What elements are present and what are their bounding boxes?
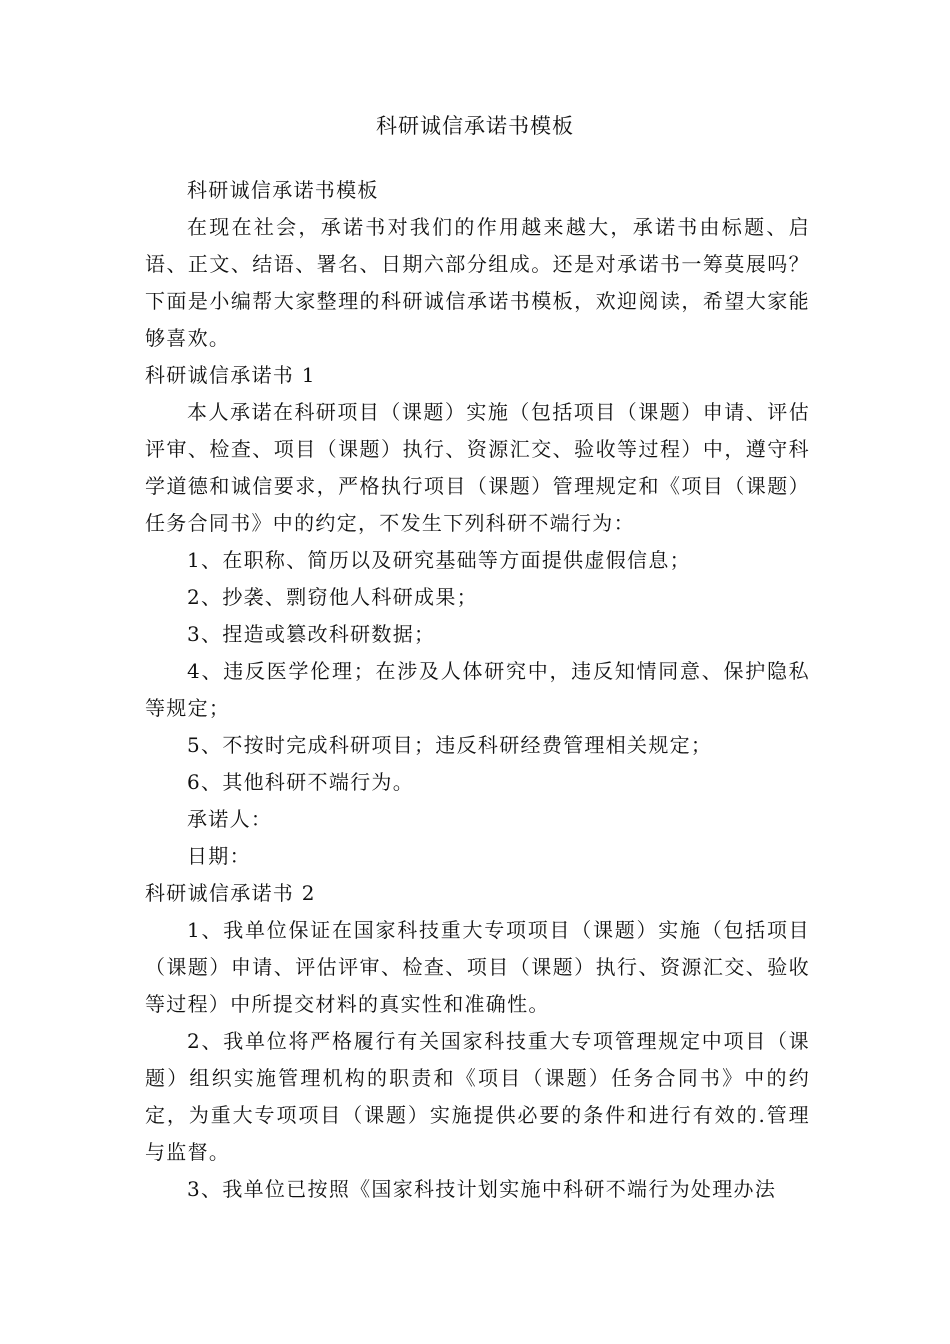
paragraph: 本人承诺在科研项目（课题）实施（包括项目（课题）申请、评估评审、检查、项目（课题）执行、资源汇交、验收等过程）中，遵守科学道德和诚信要求，严格执行项目（课题）管理规定和《项目（课题）任务合同书》中的约定，不发生下列科研不端行为： — [145, 400, 810, 535]
document-title: 科研诚信承诺书模板 — [376, 114, 574, 138]
list-item: 3、捏造或篡改科研数据； — [187, 622, 436, 646]
date-line: 日期： — [187, 844, 251, 868]
list-item: 4、违反医学伦理；在涉及人体研究中，违反知情同意、保护隐私等规定； — [145, 659, 810, 720]
signature-line: 承诺人： — [187, 807, 273, 831]
list-item: 5、不按时完成科研项目；违反科研经费管理相关规定； — [187, 733, 713, 757]
list-item: 1、我单位保证在国家科技重大专项项目（课题）实施（包括项目（课题）申请、评估评审、检查、项目（课题）执行、资源汇交、验收等过程）中所提交材料的真实性和准确性。 — [145, 918, 810, 1016]
paragraph: 科研诚信承诺书模板 — [187, 178, 379, 202]
list-item: 1、在职称、简历以及研究基础等方面提供虚假信息； — [187, 548, 691, 572]
list-item: 6、其他科研不端行为。 — [187, 770, 415, 794]
list-item: 3、我单位已按照《国家科技计划实施中科研不端行为处理办法 — [187, 1177, 777, 1201]
document-body — [145, 172, 810, 1208]
paragraph: 在现在社会，承诺书对我们的作用越来越大，承诺书由标题、启语、正文、结语、署名、日期六部分组成。还是对承诺书一筹莫展吗？下面是小编帮大家整理的科研诚信承诺书模板，欢迎阅读，希望大家能够喜欢。 — [145, 215, 810, 350]
section-heading: 科研诚信承诺书 1 — [145, 363, 316, 387]
section-heading: 科研诚信承诺书 2 — [145, 881, 316, 905]
list-item: 2、抄袭、剽窃他人科研成果； — [187, 585, 478, 609]
list-item: 2、我单位将严格履行有关国家科技重大专项管理规定中项目（课题）组织实施管理机构的职责和《项目（课题）任务合同书》中的约定，为重大专项项目（课题）实施提供必要的条件和进行有效的.管理与监督。 — [145, 1029, 810, 1164]
